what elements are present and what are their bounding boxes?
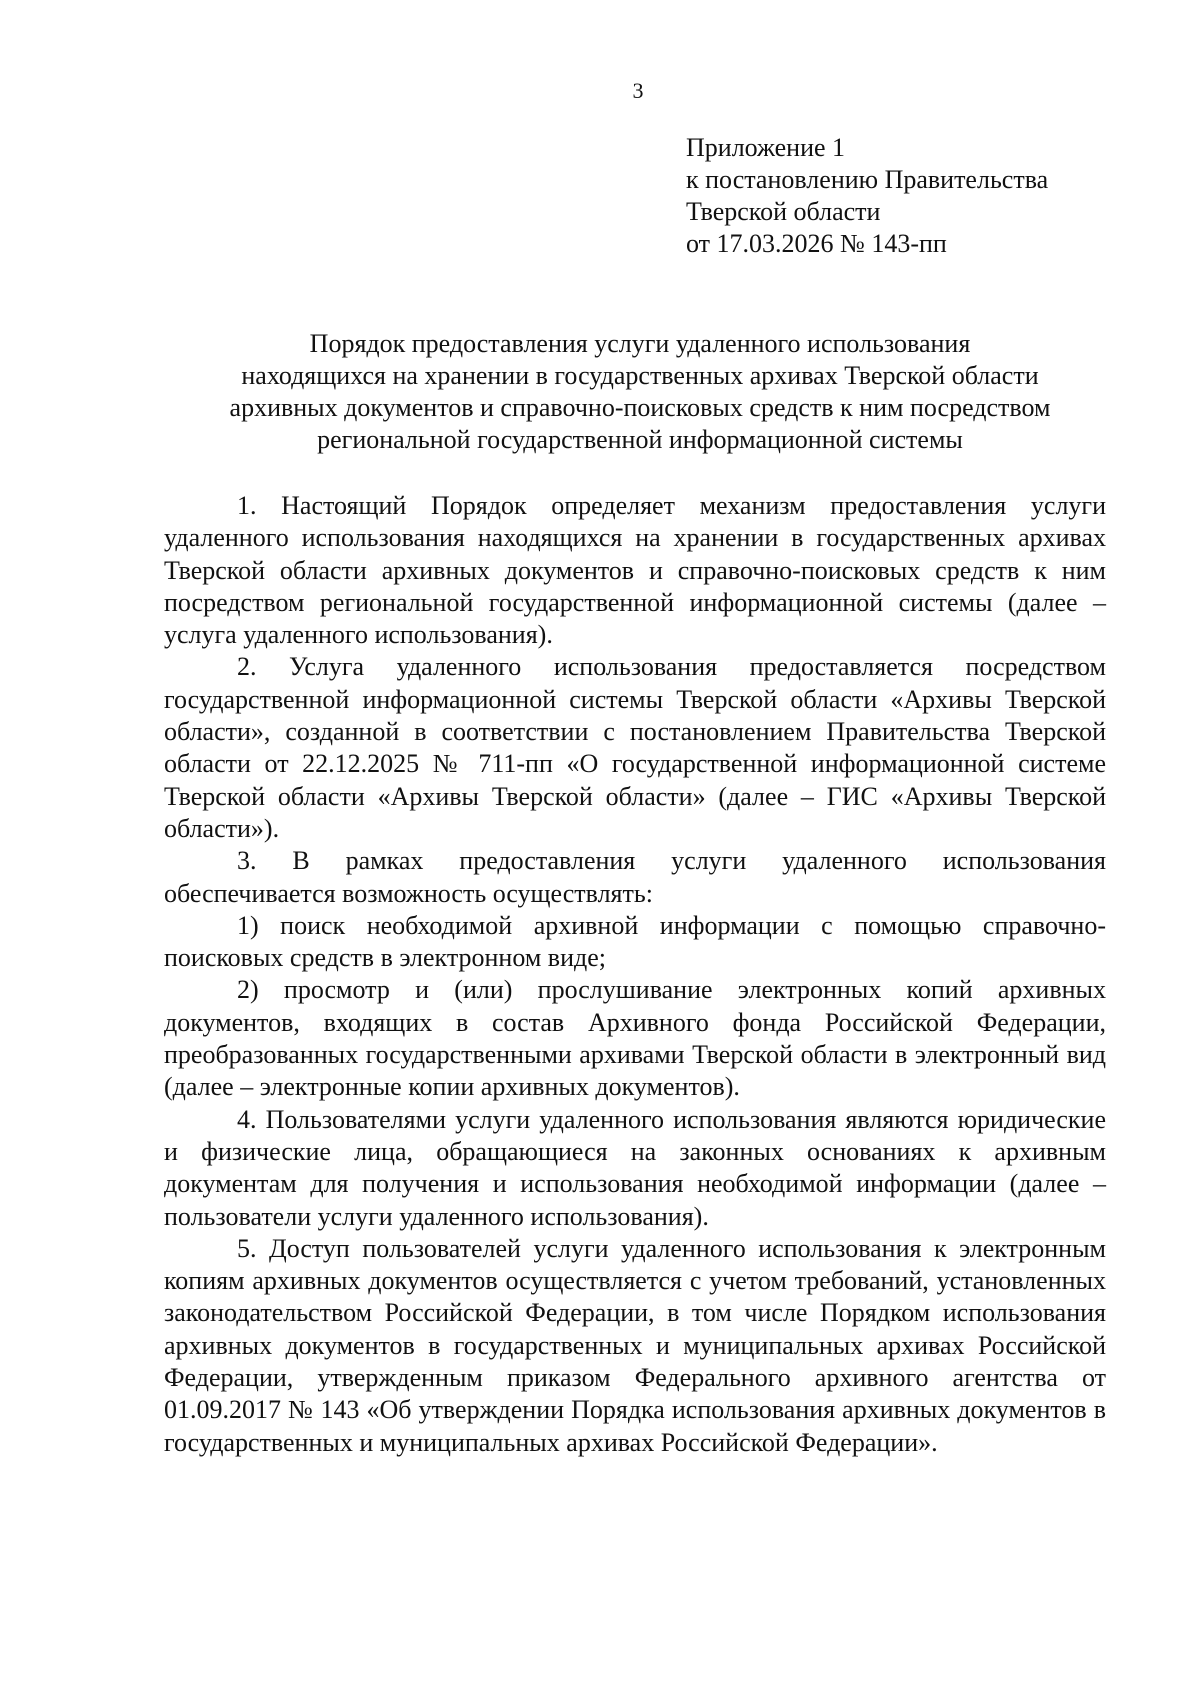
paragraph-4: 4. Пользователями услуги удаленного использования являются юридические и физические лица, обращающиеся на законных основаниях к архивным документам для получения и использования необходимой информации (далее – пользователи услуги удаленного использования).: [164, 1104, 1106, 1231]
title-line: находящихся на хранении в государственных архивах Тверской области: [241, 361, 1039, 390]
page-number: 3: [632, 78, 644, 103]
paragraph-3-item-2: 2) просмотр и (или) прослушивание электронных копий архивных документов, входящих в состав Архивного фонда Российской Федерации, преобразованных государственными архивами Тверской области в электронный вид (далее – электронные копии архивных документов).: [164, 975, 1106, 1102]
annex-line: к постановлению Правительства: [686, 165, 1049, 194]
title-line: Порядок предоставления услуги удаленного использования: [309, 329, 971, 358]
paragraph-3: 3. В рамках предоставления услуги удаленного использования обеспечивается возможность осуществлять:: [164, 846, 1106, 908]
annex-header: [686, 132, 1048, 260]
paragraph-5: 5. Доступ пользователей услуги удаленного использования к электронным копиям архивных документов осуществляется с учетом требований, установленных законодательством Российской Федерации, в том числе Порядком использования архивных документов в государственных и муниципальных архивах Российской Федерации, утвержденным приказом Федерального архивного агентства от 01.09.2017 № 143 «Об утверждении Порядка использования архивных документов в государственных и муниципальных архивах Российской Федерации».: [164, 1233, 1106, 1457]
annex-line: Приложение 1: [686, 133, 846, 162]
document-body: [164, 490, 1106, 1459]
annex-line: от 17.03.2026 № 143-пп: [686, 229, 947, 258]
title-line: архивных документов и справочно-поисковых средств к ним посредством: [229, 393, 1051, 422]
document-title: [160, 328, 1120, 456]
paragraph-2: 2. Услуга удаленного использования предоставляется посредством государственной информационной системы Тверской области «Архивы Тверской области», созданной в соответствии с постановлением Правительства Тверской области от 22.12.2025 № 711-пп «О государственной информационной системе Тверской области «Архивы Тверской области» (далее – ГИС «Архивы Тверской области»).: [164, 652, 1106, 843]
paragraph-3-item-1: 1) поиск необходимой архивной информации с помощью справочно-поисковых средств в электронном виде;: [164, 910, 1106, 973]
title-line: региональной государственной информационной системы: [317, 425, 963, 454]
annex-line: Тверской области: [686, 197, 881, 226]
paragraph-1: 1. Настоящий Порядок определяет механизм предоставления услуги удаленного использования находящихся на хранении в государственных архивах Тверской области архивных документов и справочно-поисковых средств к ним посредством региональной государственной информационной системы (далее – услуга удаленного использования).: [164, 491, 1106, 650]
